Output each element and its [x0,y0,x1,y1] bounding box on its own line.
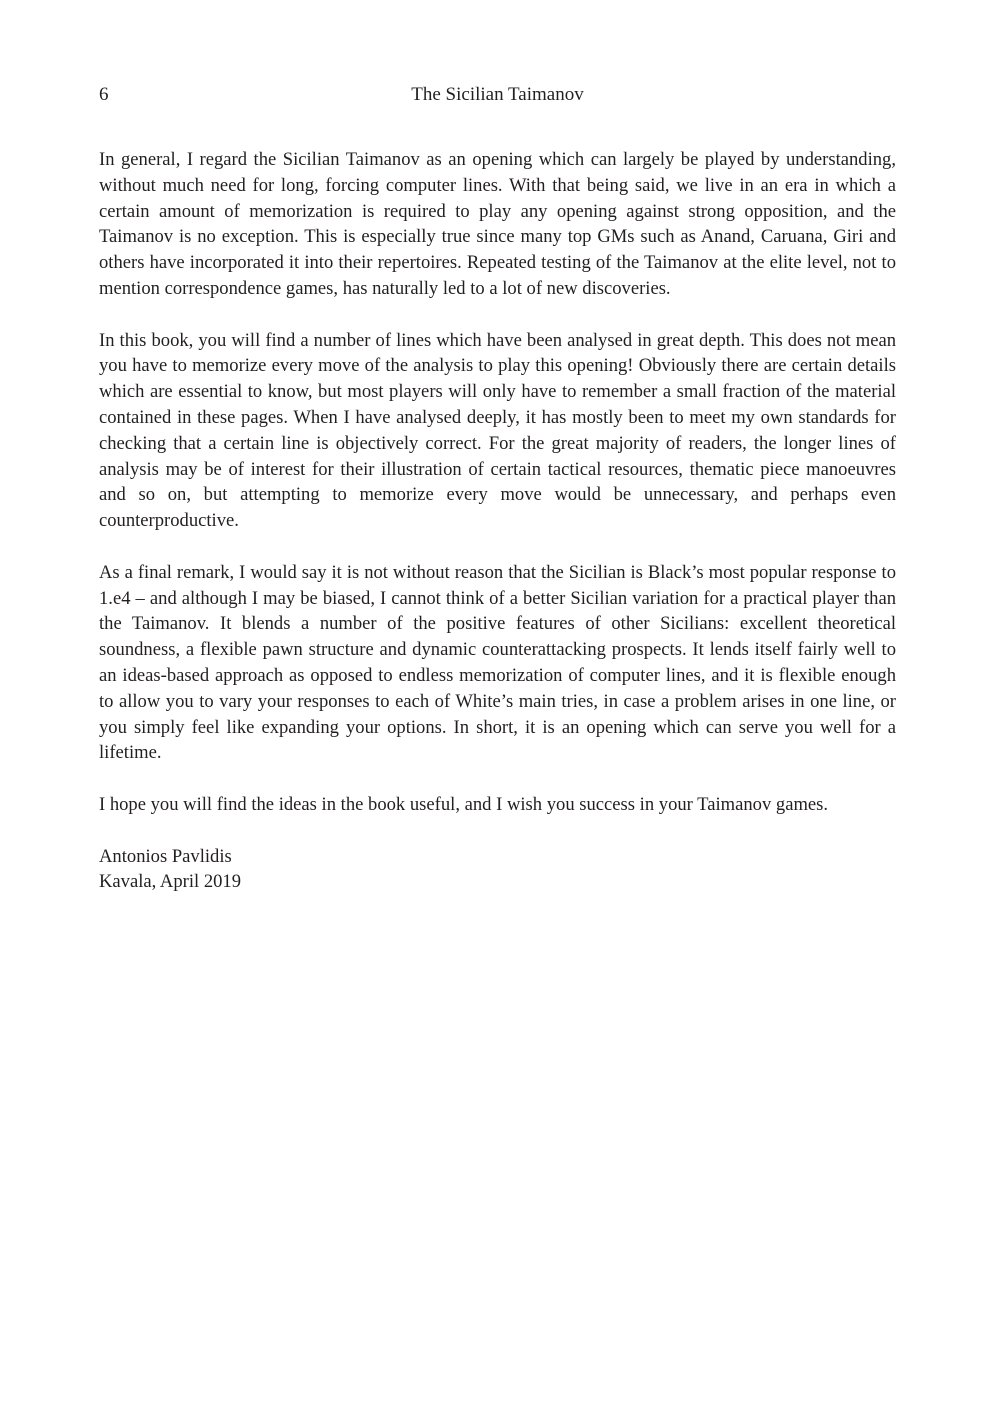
paragraph-4: I hope you will find the ideas in the book useful, and I wish you success in your Taimanov games. [99,793,829,815]
author-name: Antonios Pavlidis [99,845,232,867]
body-text [99,147,896,895]
running-title: The Sicilian Taimanov [411,84,584,105]
paragraph-1: In general, I regard the Sicilian Taimanov as an opening which can largely be played by understanding, without much need for long, forcing computer lines. With that being said, we live in an era in which a certain amount of memorization is required to play any opening against strong opposition, and the Taimanov is no exception. This is especially true since many top GMs such as Anand, Caruana, Giri and others have incorporated it into their repertoires. Repeated testing of the Taimanov at the elite level, not to mention correspondence games, has naturally led to a lot of new discoveries. [99,149,896,299]
page-number: 6 [99,84,109,105]
place-date: Kavala, April 2019 [99,871,242,893]
paragraph-3: As a final remark, I would say it is not without reason that the Sicilian is Black’s most popular response to 1.e4 – and although I may be biased, I cannot think of a better Sicilian variation for a practical player than the Taimanov. It blends a number of the positive features of other Sicilians: excellent theoretical soundness, a flexible pawn structure and dynamic counterattacking prospects. It lends itself fairly well to an ideas-based approach as opposed to endless memorization of computer lines, and it is flexible enough to allow you to vary your responses to each of White’s main tries, in case a problem arises in one line, or you simply feel like expanding your options. In short, it is an opening which can serve you well for a lifetime. [99,561,896,764]
running-head [99,82,896,108]
paragraph-2: In this book, you will find a number of lines which have been analysed in great depth. This does not mean you have to memorize every move of the analysis to play this opening! Obviously there are certain details which are essential to know, but most players will only have to remember a small fraction of the material contained in these pages. When I have analysed deeply, it has mostly been to meet my own standards for checking that a certain line is objectively correct. For the great majority of readers, the longer lines of analysis may be of interest for their illustration of certain tactical resources, thematic piece manoeuvres and so on, but attempting to memorize every move would be unnecessary, and perhaps even counterproductive. [99,329,896,532]
signature-block [99,844,896,896]
